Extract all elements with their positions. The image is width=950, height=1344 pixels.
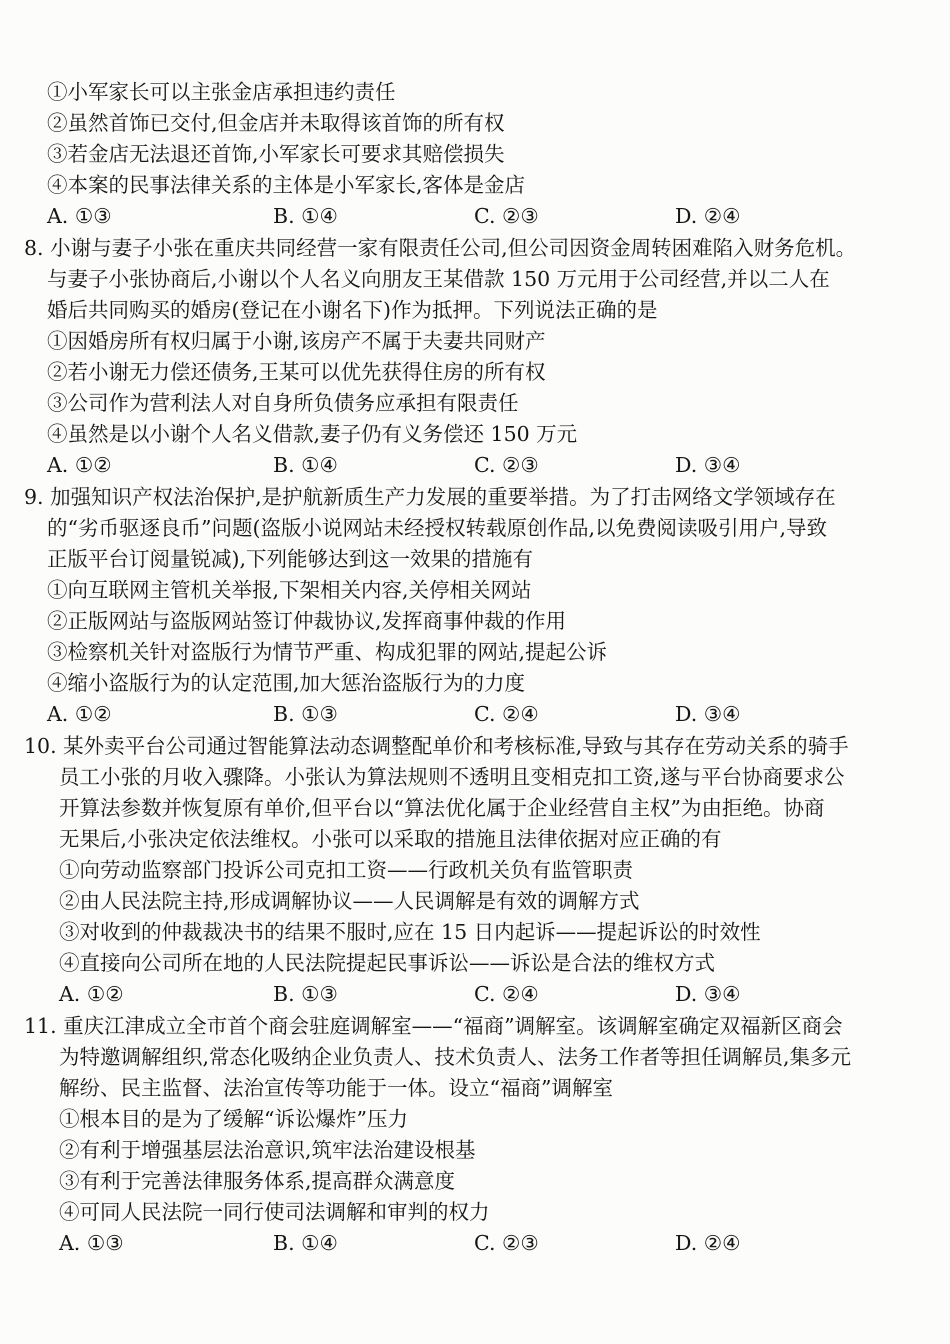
q9-option-c[interactable]: C. ②④	[474, 702, 539, 726]
q7-option-a[interactable]: A. ①③	[47, 204, 112, 228]
q7-statement-3: ③若金店无法退还首饰,小军家长可要求其赔偿损失	[47, 142, 505, 166]
q9-stem-line-2: 的“劣币驱逐良币”问题(盗版小说网站未经授权转载原创作品,以免费阅读吸引用户,导致	[47, 516, 827, 540]
q9-option-b[interactable]: B. ①③	[273, 702, 338, 726]
q8-statement-2: ②若小谢无力偿还债务,王某可以优先获得住房的所有权	[47, 360, 546, 384]
q10-statement-2: ②由人民法院主持,形成调解协议——人民调解是有效的调解方式	[59, 889, 640, 913]
q9-options	[0, 700, 950, 728]
q8-option-d[interactable]: D. ③④	[675, 453, 741, 477]
q10-stem-line-4: 无果后,小张决定依法维权。小张可以采取的措施且法律依据对应正确的有	[59, 827, 722, 851]
q10-statement-1: ①向劳动监察部门投诉公司克扣工资——行政机关负有监管职责	[59, 858, 633, 882]
q7-statement-4: ④本案的民事法律关系的主体是小军家长,客体是金店	[47, 173, 526, 197]
q11-options	[0, 1229, 950, 1257]
q9-statement-3: ③检察机关针对盗版行为情节严重、构成犯罪的网站,提起公诉	[47, 640, 608, 664]
q9-option-a[interactable]: A. ①②	[47, 702, 112, 726]
q11-statement-1: ①根本目的是为了缓解“诉讼爆炸”压力	[59, 1107, 408, 1131]
q10-option-b[interactable]: B. ①③	[273, 982, 338, 1006]
q8-stem-line-2: 与妻子小张协商后,小谢以个人名义向朋友王某借款 150 万元用于公司经营,并以二人在	[47, 267, 830, 291]
q8-option-c[interactable]: C. ②③	[474, 453, 539, 477]
q8-stem-line-3: 婚后共同购买的婚房(登记在小谢名下)作为抵押。下列说法正确的是	[47, 298, 658, 322]
q7-statement-1: ①小军家长可以主张金店承担违约责任	[47, 80, 396, 104]
q11-statement-4: ④可同人民法院一同行使司法调解和审判的权力	[59, 1200, 490, 1224]
q11-statement-2: ②有利于增强基层法治意识,筑牢法治建设根基	[59, 1138, 476, 1162]
q9-option-d[interactable]: D. ③④	[675, 702, 741, 726]
q9-statement-1: ①向互联网主管机关举报,下架相关内容,关停相关网站	[47, 578, 532, 602]
q7-option-c[interactable]: C. ②③	[474, 204, 539, 228]
q11-stem-line-2: 为特邀调解组织,常态化吸纳企业负责人、技术负责人、法务工作者等担任调解员,集多元	[59, 1045, 852, 1069]
q11-option-a[interactable]: A. ①③	[59, 1231, 124, 1255]
q8-statement-3: ③公司作为营利法人对自身所负债务应承担有限责任	[47, 391, 519, 415]
q10-statement-4: ④直接向公司所在地的人民法院提起民事诉讼——诉讼是合法的维权方式	[59, 951, 715, 975]
q9-stem-line-1: 9. 加强知识产权法治保护,是护航新质生产力发展的重要举措。为了打击网络文学领域存在	[24, 485, 836, 509]
q10-stem-line-3: 开算法参数并恢复原有单价,但平台以“算法优化属于企业经营自主权”为由拒绝。协商	[59, 796, 825, 820]
q11-stem-line-1: 11. 重庆江津成立全市首个商会驻庭调解室——“福商”调解室。该调解室确定双福新区商会	[24, 1014, 843, 1038]
q11-option-b[interactable]: B. ①④	[273, 1231, 338, 1255]
q7-options	[0, 202, 950, 230]
q7-option-d[interactable]: D. ②④	[675, 204, 741, 228]
q10-statement-3: ③对收到的仲裁裁决书的结果不服时,应在 15 日内起诉——提起诉讼的时效性	[59, 920, 761, 944]
q10-stem-line-2: 员工小张的月收入骤降。小张认为算法规则不透明且变相克扣工资,遂与平台协商要求公	[59, 765, 845, 789]
q8-option-a[interactable]: A. ①②	[47, 453, 112, 477]
q9-stem-line-3: 正版平台订阅量锐减),下列能够达到这一效果的措施有	[47, 547, 534, 571]
q11-option-c[interactable]: C. ②③	[474, 1231, 539, 1255]
q10-option-a[interactable]: A. ①②	[59, 982, 124, 1006]
q11-statement-3: ③有利于完善法律服务体系,提高群众满意度	[59, 1169, 456, 1193]
q10-options	[0, 980, 950, 1008]
q8-options	[0, 451, 950, 479]
q8-stem-line-1: 8. 小谢与妻子小张在重庆共同经营一家有限责任公司,但公司因资金周转困难陷入财务危机。	[24, 236, 857, 260]
q10-option-d[interactable]: D. ③④	[675, 982, 741, 1006]
q11-stem-line-3: 解纷、民主监督、法治宣传等功能于一体。设立“福商”调解室	[59, 1076, 613, 1100]
q7-statement-2: ②虽然首饰已交付,但金店并未取得该首饰的所有权	[47, 111, 505, 135]
q7-option-b[interactable]: B. ①④	[273, 204, 338, 228]
q8-statement-1: ①因婚房所有权归属于小谢,该房产不属于夫妻共同财产	[47, 329, 546, 353]
q11-option-d[interactable]: D. ②④	[675, 1231, 741, 1255]
q10-stem-line-1: 10. 某外卖平台公司通过智能算法动态调整配单价和考核标准,导致与其存在劳动关系的骑手	[24, 734, 849, 758]
q9-statement-4: ④缩小盗版行为的认定范围,加大惩治盗版行为的力度	[47, 671, 526, 695]
q8-statement-4: ④虽然是以小谢个人名义借款,妻子仍有义务偿还 150 万元	[47, 422, 578, 446]
q10-option-c[interactable]: C. ②④	[474, 982, 539, 1006]
q9-statement-2: ②正版网站与盗版网站签订仲裁协议,发挥商事仲裁的作用	[47, 609, 567, 633]
q8-option-b[interactable]: B. ①④	[273, 453, 338, 477]
